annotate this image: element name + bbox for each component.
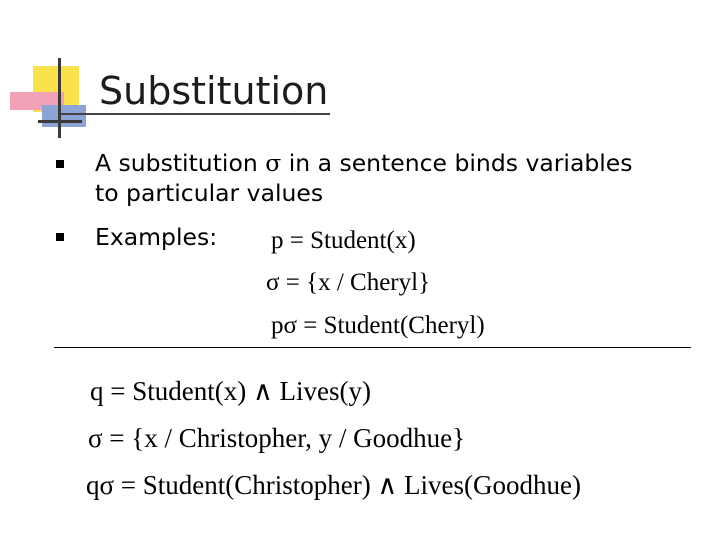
bullet-marker — [56, 160, 64, 168]
decor-vertical-line — [58, 58, 61, 138]
decor-blue-block — [42, 105, 86, 127]
bullet-examples: Examples: — [95, 223, 218, 251]
example1-equation-sigma: σ = {x / Cheryl} — [266, 269, 431, 296]
example1-equation-p: p = Student(x) — [271, 227, 416, 254]
sigma-symbol: σ — [265, 149, 282, 177]
slide-title: Substitution — [99, 69, 329, 113]
example1-equation-psigma: pσ = Student(Cheryl) — [271, 312, 485, 339]
example2-equation-q: q = Student(x) ∧ Lives(y) — [90, 376, 371, 406]
bullet-substitution-line1 — [95, 148, 633, 178]
decor-horizontal-line — [38, 120, 82, 123]
example2-equation-sigma: σ = {x / Christopher, y / Goodhue} — [88, 423, 466, 453]
section-divider — [54, 347, 691, 348]
bullet-text-post: in a sentence binds variables — [281, 149, 633, 177]
example2-equation-qsigma: qσ = Student(Christopher) ∧ Lives(Goodhue) — [86, 470, 581, 500]
bullet-substitution-line2: to particular values — [95, 179, 324, 207]
bullet-marker — [56, 233, 64, 241]
bullet-text-pre: A substitution — [95, 149, 266, 177]
